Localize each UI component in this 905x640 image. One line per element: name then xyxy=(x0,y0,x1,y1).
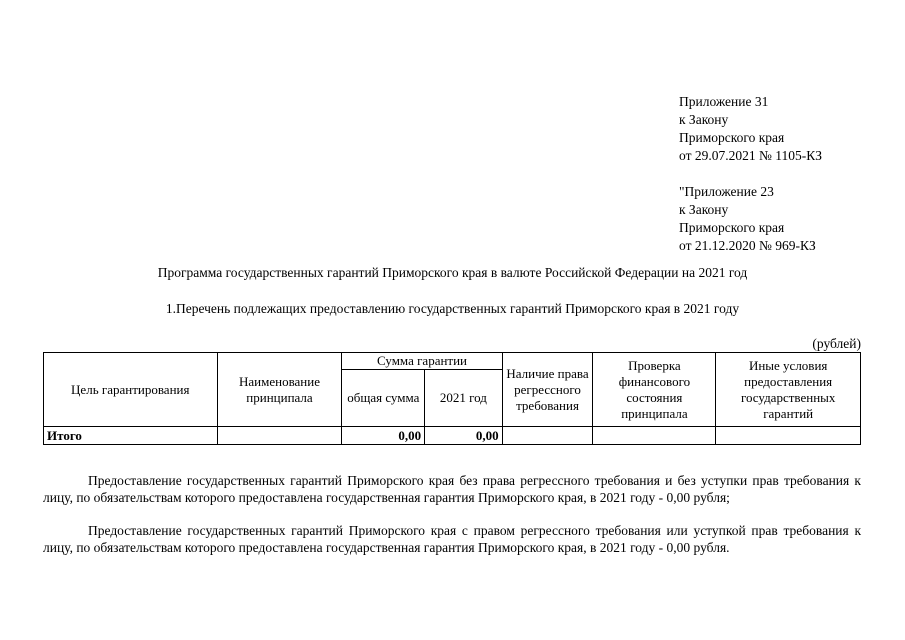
total-principal xyxy=(217,427,342,445)
header-amount-group: Сумма гарантии xyxy=(342,353,502,370)
amended-appendix-number: "Приложение 23 xyxy=(679,184,774,199)
appendix-region: Приморского края xyxy=(679,130,785,145)
total-amount-value: 0,00 xyxy=(342,427,425,445)
amended-appendix-date: от 21.12.2020 № 969-КЗ xyxy=(679,238,816,253)
header-principal: Наименование принципала xyxy=(217,353,342,427)
paragraph-with-recourse: Предоставление государственных гарантий Приморского края с правом регрессного требования или уступкой прав требования к лицу, по обязательствам которого предоставлена государственная гарантия Приморского края, в 2021 году - 0,00 рубля. xyxy=(43,523,861,555)
appendix-date: от 29.07.2021 № 1105-КЗ xyxy=(679,148,822,163)
header-other-conditions: Иные условия предоставления государственных гарантий xyxy=(716,353,861,427)
table-header-row xyxy=(44,353,861,370)
total-2021-value: 0,00 xyxy=(425,427,502,445)
header-recourse: Наличие права регрессного требования xyxy=(502,353,593,427)
header-year-2021: 2021 год xyxy=(425,370,502,427)
units-label: (рублей) xyxy=(812,336,861,351)
section-title: 1.Перечень подлежащих предоставлению государственных гарантий Приморского края в 2021 году xyxy=(165,301,740,316)
appendix-law-ref: к Закону xyxy=(679,112,729,127)
header-purpose: Цель гарантирования xyxy=(44,353,218,427)
total-financial-check xyxy=(593,427,716,445)
total-label: Итого xyxy=(44,427,218,445)
amended-appendix-region: Приморского края xyxy=(679,220,785,235)
header-total-amount: общая сумма xyxy=(342,370,425,427)
total-recourse xyxy=(502,427,593,445)
guarantees-table xyxy=(43,352,861,445)
appendix-number: Приложение 31 xyxy=(679,94,769,109)
appendix-spacer xyxy=(679,165,822,183)
table-row xyxy=(44,427,861,445)
header-financial-check: Проверка финансового состояния принципала xyxy=(593,353,716,427)
program-title: Программа государственных гарантий Приморского края в валюте Российской Федерации на 2021 год xyxy=(157,265,748,280)
paragraph-no-recourse: Предоставление государственных гарантий Приморского края без права регрессного требования и без уступки прав требования к лицу, по обязательствам которого предоставлена государственная гарантия Приморского края, в 2021 году - 0,00 рубля; xyxy=(43,473,861,505)
total-other-conditions xyxy=(716,427,861,445)
amended-appendix-law-ref: к Закону xyxy=(679,202,729,217)
appendix-header xyxy=(679,93,822,255)
